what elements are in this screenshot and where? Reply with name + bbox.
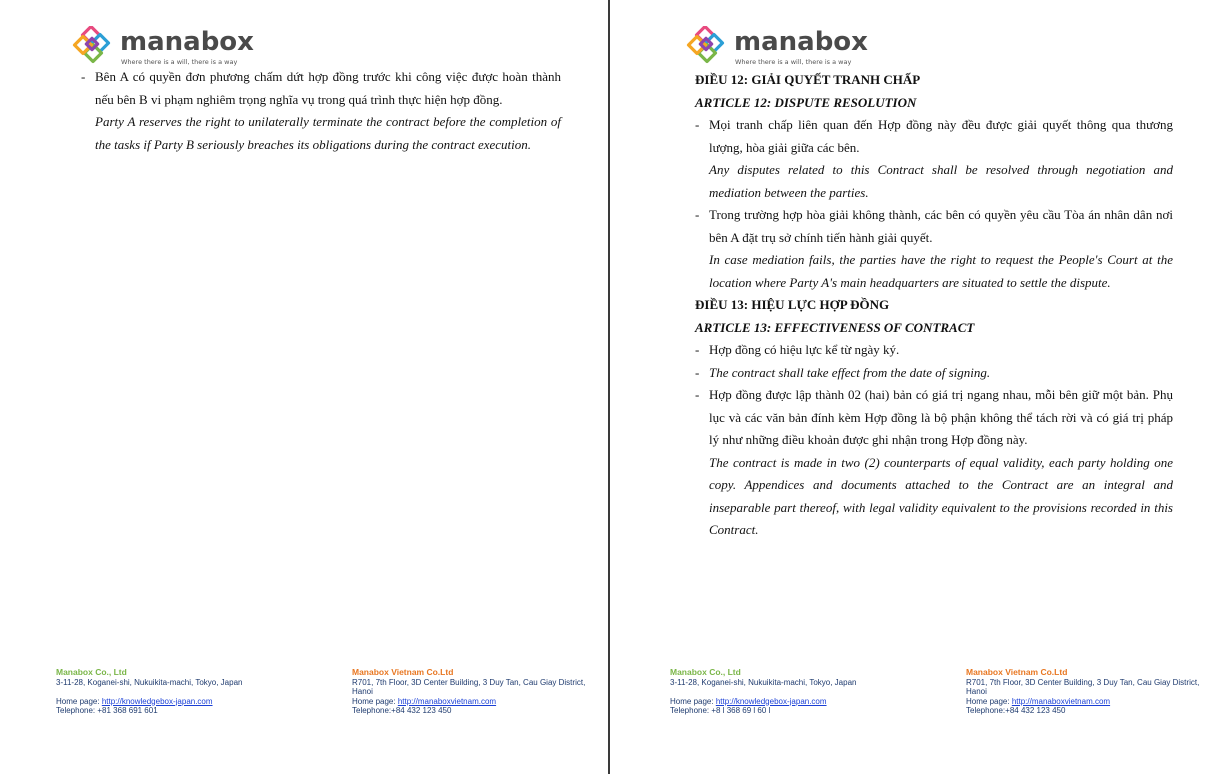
page-divider: [608, 0, 610, 774]
logo-tagline: Where there is a will, there is a way: [121, 58, 238, 66]
clause-vi: Hợp đồng được lập thành 02 (hai) bản có giá trị ngang nhau, mỗi bên giữ một bản. Phụ lục và các văn bản đính kèm Hợp đồng là bộ phận không thể tách rời và có giá trị pháp lý như những điều khoản được ghi nhận trong Hợp đồng này.: [709, 387, 1173, 447]
clause-vi: Trong trường hợp hòa giải không thành, các bên có quyền yêu cầu Tòa án nhân dân nơi bên A đặt trụ sở chính tiến hành giải quyết.: [709, 207, 1173, 245]
address-japan: 3-11-28, Koganei-shi, Nukuikita-machi, Tokyo, Japan: [670, 677, 857, 687]
manabox-flower-icon: [72, 26, 116, 68]
document-page-2: [611, 0, 1222, 774]
address-vietnam: R701, 7th Floor, 3D Center Building, 3 Duy Tan, Cau Giay District, Hanoi: [352, 677, 586, 696]
company-name-vietnam: Manabox Vietnam Co.Ltd: [966, 667, 1068, 677]
clause-en: The contract is made in two (2) counterparts of equal validity, each party holding one copy. Appendices and documents attached to the Contract are an integral and inseparable part thereof, with legal validity equivalent to the provisions recorded in this Contract.: [709, 454, 1173, 537]
clause-en: Any disputes related to this Contract shall be resolved through negotiation and mediation between the parties.: [709, 162, 1173, 200]
logo-tagline: Where there is a will, there is a way: [735, 58, 852, 66]
bullet-dash: -: [695, 364, 700, 380]
list-item: [695, 384, 1173, 542]
clause-en: Party A reserves the right to unilaterally terminate the contract before the completion of the tasks if Party B seriously breaches its obligations during the contract execution.: [95, 114, 561, 152]
bullet-dash: -: [695, 207, 700, 222]
article12-heading-vi: ĐIỀU 12: GIẢI QUYẾT TRANH CHẤP: [695, 72, 921, 87]
list-item: [695, 339, 1173, 362]
clause-en: In case mediation fails, the parties have the right to request the People's Court at the location where Party A's main headquarters are situated to settle the dispute.: [709, 252, 1173, 290]
footer-vietnam: [966, 668, 1214, 716]
homepage-link-vietnam[interactable]: http://manaboxvietnam.com: [1011, 696, 1111, 706]
homepage-vietnam: Home page: http://manaboxvietnam.com: [352, 696, 497, 706]
company-name-vietnam: Manabox Vietnam Co.Ltd: [352, 667, 454, 677]
bullet-dash: -: [695, 342, 700, 357]
logo-wordmark: manabox: [120, 27, 254, 57]
telephone-vietnam: Telephone:+84 432 123 450: [966, 706, 1066, 715]
manabox-flower-icon: [686, 26, 730, 68]
telephone-japan: Telephone: +81 368 691 601: [56, 706, 158, 715]
list-item: [81, 66, 561, 156]
clause-vi: Bên A có quyền đơn phương chấm dứt hợp đồng trước khi công việc được hoàn thành nếu bên B vi phạm nghiêm trọng nghĩa vụ trong quá trình thực hiện hợp đồng.: [95, 69, 561, 107]
address-japan: 3-11-28, Koganei-shi, Nukuikita-machi, Tokyo, Japan: [56, 677, 243, 687]
page2-body: [695, 69, 1173, 542]
article12-heading-en: ARTICLE 12: DISPUTE RESOLUTION: [695, 94, 917, 110]
manabox-logo: [72, 26, 252, 68]
homepage-japan: Home page: http://knowledgebox-japan.com: [670, 696, 827, 706]
list-item: [695, 114, 1173, 204]
homepage-link-japan[interactable]: http://knowledgebox-japan.com: [101, 696, 213, 706]
address-vietnam: R701, 7th Floor, 3D Center Building, 3 Duy Tan, Cau Giay District, Hanoi: [966, 677, 1200, 696]
homepage-link-vietnam[interactable]: http://manaboxvietnam.com: [397, 696, 497, 706]
footer-japan: [670, 668, 930, 716]
footer-japan: [56, 668, 316, 716]
telephone-japan: Telephone: +8 l 368 69 l 60 l: [670, 706, 771, 715]
footer-vietnam: [352, 668, 600, 716]
bullet-dash: -: [695, 387, 700, 402]
list-item: [695, 362, 1173, 385]
list-item: [695, 204, 1173, 294]
article13-heading-vi: ĐIỀU 13: HIỆU LỰC HỢP ĐỒNG: [695, 297, 890, 312]
telephone-vietnam: Telephone:+84 432 123 450: [352, 706, 452, 715]
logo-wordmark: manabox: [734, 27, 868, 57]
bullet-dash: -: [695, 117, 700, 132]
homepage-japan: Home page: http://knowledgebox-japan.com: [56, 696, 213, 706]
homepage-link-japan[interactable]: http://knowledgebox-japan.com: [715, 696, 827, 706]
clause-vi: Mọi tranh chấp liên quan đến Hợp đồng này đều được giải quyết thông qua thương lượng, hòa giải giữa các bên.: [709, 117, 1173, 155]
company-name-japan: Manabox Co., Ltd: [670, 667, 741, 677]
bullet-dash: -: [81, 69, 86, 84]
clause-vi: Hợp đồng có hiệu lực kể từ ngày ký.: [709, 342, 900, 357]
page1-body: [81, 66, 561, 156]
clause-en: The contract shall take effect from the date of signing.: [709, 364, 991, 380]
homepage-vietnam: Home page: http://manaboxvietnam.com: [966, 696, 1111, 706]
article13-heading-en: ARTICLE 13: EFFECTIVENESS OF CONTRACT: [695, 319, 975, 335]
company-name-japan: Manabox Co., Ltd: [56, 667, 127, 677]
document-page-1: [0, 0, 608, 774]
manabox-logo: [686, 26, 866, 68]
